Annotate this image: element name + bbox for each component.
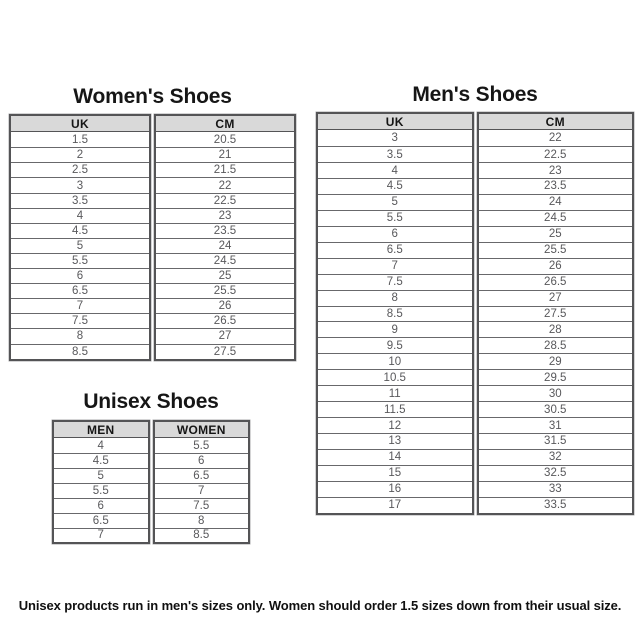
table-cell: 5.5	[54, 483, 148, 498]
table-cell: 4	[11, 208, 149, 223]
table-column	[153, 420, 251, 544]
table-column	[9, 114, 151, 361]
table-cell: 7.5	[155, 498, 249, 513]
table-cell: 12	[318, 417, 472, 433]
table-cell: 4.5	[54, 453, 148, 468]
table-cell: 5.5	[318, 210, 472, 226]
table-cell: 5	[11, 238, 149, 253]
table-cell: 22	[548, 132, 562, 145]
table-cell: 3	[11, 177, 149, 192]
table-cell: 29	[479, 353, 633, 369]
table-cell: 5.5	[11, 253, 149, 268]
table-cell: 33	[479, 481, 633, 497]
table-cell: 27.5	[479, 306, 633, 322]
column-header: MEN	[54, 422, 148, 438]
table-cell: 8.5	[318, 306, 472, 322]
table-cell: 23	[479, 162, 633, 178]
table-cell: 23.5	[479, 178, 633, 194]
table-cell: 6.5	[155, 468, 249, 483]
table-cell: 7	[11, 298, 149, 313]
mens-shoes-title: Men's Shoes	[412, 83, 538, 106]
unisex-shoes-table	[52, 420, 250, 544]
table-cell: 31.5	[479, 433, 633, 449]
table-cell: 17	[318, 497, 472, 513]
table-cell: 27	[479, 290, 633, 306]
table-cell: 4.5	[318, 178, 472, 194]
table-cell: 3	[391, 132, 398, 145]
table-cell: 6	[54, 498, 148, 513]
table-cell: 6.5	[11, 283, 149, 298]
unisex-shoes-title: Unisex Shoes	[83, 390, 219, 413]
table-cell: 7	[155, 483, 249, 498]
table-column	[52, 420, 150, 544]
mens-shoes-table	[316, 112, 634, 515]
table-cell: 21.5	[156, 162, 294, 177]
table-cell: 9	[318, 321, 472, 337]
table-cell: 31	[479, 417, 633, 433]
table-cell: 30	[479, 385, 633, 401]
table-cell: 4	[318, 162, 472, 178]
table-cell: 8	[155, 513, 249, 528]
table-cell: 26	[156, 298, 294, 313]
table-cell: 21	[156, 147, 294, 162]
table-cell: 33.5	[479, 497, 633, 513]
table-column	[477, 112, 635, 515]
table-cell: 6.5	[318, 242, 472, 258]
table-cell: 2	[11, 147, 149, 162]
column-header: CM	[156, 116, 294, 132]
table-cell: 2.5	[11, 162, 149, 177]
table-cell: 11	[318, 385, 472, 401]
womens-shoes-table	[9, 114, 296, 361]
womens-shoes-title: Women's Shoes	[73, 85, 232, 108]
table-cell: 7	[54, 528, 148, 543]
table-cell: 23.5	[156, 223, 294, 238]
table-cell: 11.5	[318, 401, 472, 417]
table-cell: 5.5	[193, 439, 210, 452]
table-column	[316, 112, 474, 515]
table-cell: 14	[318, 449, 472, 465]
table-cell: 26.5	[479, 274, 633, 290]
table-cell: 22.5	[156, 193, 294, 208]
table-cell: 8.5	[155, 528, 249, 543]
table-cell: 6	[318, 226, 472, 242]
table-cell: 4.5	[11, 223, 149, 238]
table-cell: 26	[479, 258, 633, 274]
table-cell: 24.5	[479, 210, 633, 226]
table-cell: 23	[156, 208, 294, 223]
unisex-sizing-note: Unisex products run in men's sizes only. Women should order 1.5 sizes down from their usual size.	[18, 598, 622, 613]
table-cell: 24	[479, 194, 633, 210]
table-cell: 27.5	[156, 344, 294, 359]
table-cell: 28	[479, 321, 633, 337]
table-cell: 25.5	[156, 283, 294, 298]
table-cell: 26.5	[156, 313, 294, 328]
table-cell: 22	[156, 177, 294, 192]
table-cell: 3.5	[318, 146, 472, 162]
table-cell: 32	[479, 449, 633, 465]
column-header: UK	[318, 114, 472, 130]
table-cell: 25	[479, 226, 633, 242]
table-cell: 10.5	[318, 369, 472, 385]
table-cell: 6	[11, 268, 149, 283]
table-cell: 8	[11, 328, 149, 343]
table-cell: 28.5	[479, 337, 633, 353]
table-cell: 9.5	[318, 337, 472, 353]
table-cell: 4	[97, 439, 104, 452]
table-cell: 15	[318, 465, 472, 481]
table-cell: 7	[318, 258, 472, 274]
table-cell: 30.5	[479, 401, 633, 417]
column-header: CM	[479, 114, 633, 130]
table-cell: 8.5	[11, 344, 149, 359]
column-header: WOMEN	[155, 422, 249, 438]
table-cell: 8	[318, 290, 472, 306]
table-cell: 7.5	[318, 274, 472, 290]
table-cell: 5	[318, 194, 472, 210]
table-cell: 24	[156, 238, 294, 253]
table-cell: 13	[318, 433, 472, 449]
table-cell: 22.5	[479, 146, 633, 162]
table-cell: 6	[155, 453, 249, 468]
table-cell: 32.5	[479, 465, 633, 481]
table-cell: 27	[156, 328, 294, 343]
table-cell: 3.5	[11, 193, 149, 208]
table-cell: 24.5	[156, 253, 294, 268]
table-cell: 29.5	[479, 369, 633, 385]
table-cell: 5	[54, 468, 148, 483]
column-header: UK	[11, 116, 149, 132]
table-column	[154, 114, 296, 361]
table-cell: 16	[318, 481, 472, 497]
table-cell: 25	[156, 268, 294, 283]
table-cell: 1.5	[72, 133, 88, 146]
table-cell: 20.5	[213, 133, 237, 146]
table-cell: 10	[318, 353, 472, 369]
table-cell: 25.5	[479, 242, 633, 258]
table-cell: 7.5	[11, 313, 149, 328]
table-cell: 6.5	[54, 513, 148, 528]
